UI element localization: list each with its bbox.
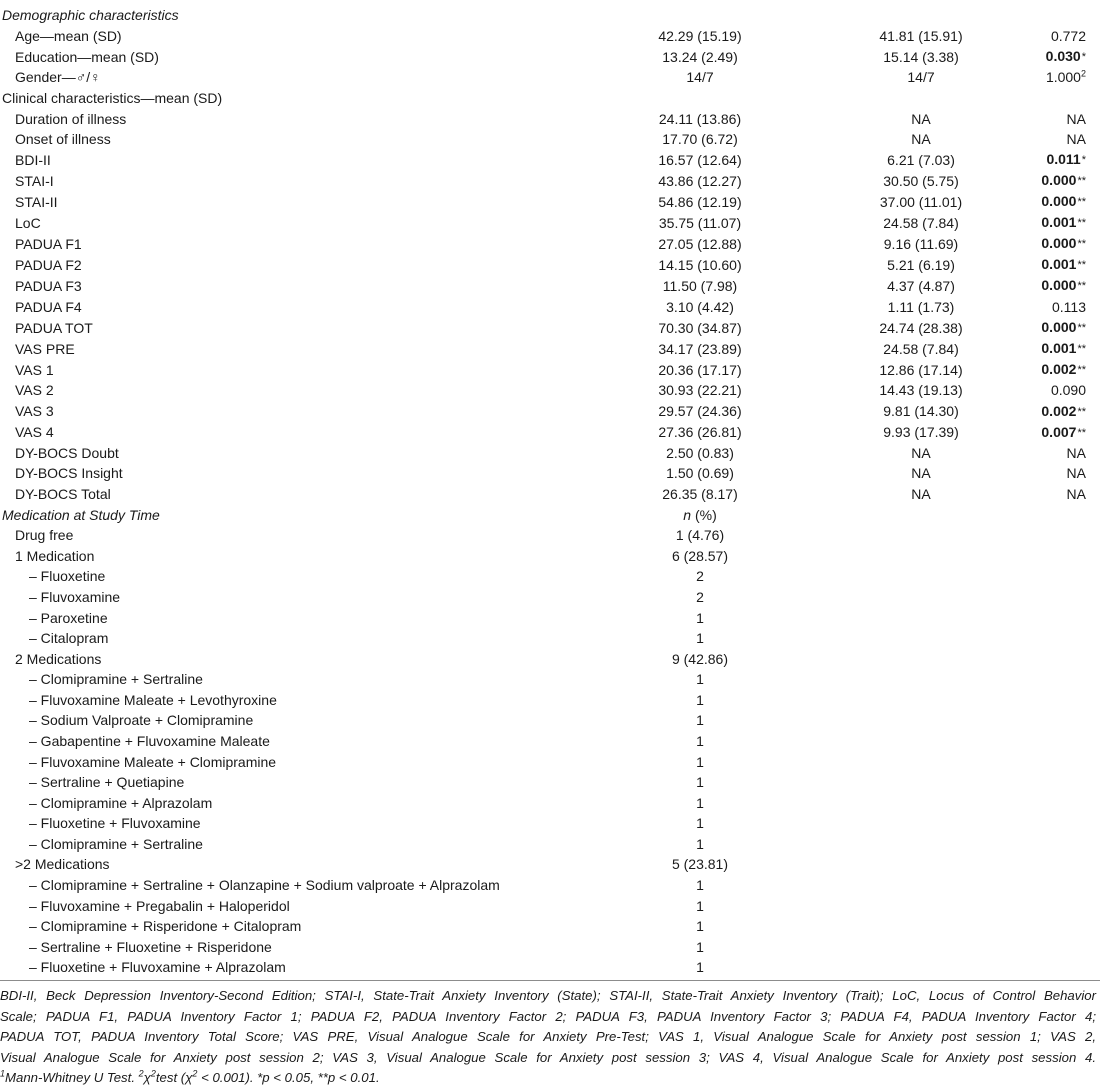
row-label: – Paroxetine: [29, 609, 108, 626]
p-value-cell: [1008, 46, 1100, 67]
significance-stars: **: [1077, 217, 1086, 230]
p-value-cell: [1008, 170, 1100, 191]
value-cell-a: 14/7: [686, 69, 714, 86]
row-label: Drug free: [15, 527, 74, 544]
value-cell-a: 1: [696, 835, 704, 852]
value-cell-b: 14.43 (19.13): [879, 382, 963, 399]
footnote-text: test (: [155, 1070, 186, 1085]
row-label: – Sertraline + Quetiapine: [29, 774, 185, 791]
row-label: STAI-I: [15, 172, 54, 189]
table-row: [0, 690, 1100, 711]
p-value-cell: [1008, 895, 1100, 916]
value-cell-a: 1: [696, 959, 704, 976]
value-cell-b: [828, 710, 1008, 731]
table-row: [0, 26, 1100, 47]
value-cell-b: [828, 772, 1008, 793]
value-cell-b: NA: [911, 444, 931, 461]
value-cell-b: 41.81 (15.91): [879, 27, 963, 44]
p-value: 0.002: [1041, 402, 1077, 419]
row-label: – Fluvoxamine Maleate + Clomipramine: [29, 753, 277, 770]
value-cell-a: 1: [696, 733, 704, 749]
p-value-cell: [1008, 422, 1100, 443]
table-row: [0, 275, 1100, 296]
p-value-cell: [1008, 212, 1100, 233]
value-cell-a: 2: [696, 588, 704, 605]
table-row: [0, 254, 1100, 275]
p-value: 0.001: [1041, 340, 1077, 357]
value-cell-b: 12.86 (17.14): [879, 361, 963, 378]
p-value-cell: [1008, 772, 1100, 793]
p-value: 0.000: [1041, 277, 1077, 294]
value-cell-b: NA: [911, 131, 931, 148]
p-value-cell: [1008, 108, 1100, 129]
row-label: Gender—♂/♀: [15, 69, 101, 86]
p-value-cell: [1008, 525, 1100, 546]
p-value-cell: [1008, 566, 1100, 587]
chi-symbol: χ: [143, 1070, 151, 1085]
row-label: PADUA F4: [15, 298, 82, 315]
value-cell-b: [828, 792, 1008, 813]
value-cell-a: 1: [696, 774, 704, 791]
p-value: 0.001: [1041, 214, 1077, 231]
footnote-line: PADUA TOT, PADUA Inventory Total Score; VAS PRE, Visual Analogue Scale for Anxiety Pre-Test; VAS 1, Visual Analogue Scale for Anxiety post session 1; VAS 2,: [0, 1029, 1096, 1044]
row-label: – Citalopram: [29, 630, 109, 647]
p-value-cell: [1008, 834, 1100, 855]
value-cell-b: [828, 854, 1008, 875]
column-unit-n: n: [683, 506, 692, 523]
table-row: [0, 854, 1100, 875]
table-row: [0, 916, 1100, 937]
p-value-cell: [1008, 317, 1100, 338]
value-cell-b: [828, 875, 1008, 896]
value-cell-b: NA: [911, 465, 931, 482]
p-value: 0.011: [1046, 151, 1081, 168]
value-cell-a: 1: [696, 630, 704, 647]
value-cell-a: 20.36 (17.17): [658, 361, 742, 378]
value-cell-b: NA: [911, 486, 931, 503]
table-row: [0, 359, 1100, 380]
significance-stars: **: [1077, 364, 1086, 377]
row-label: VAS 2: [15, 382, 54, 399]
table-row: [0, 792, 1100, 813]
p-value: 0.000: [1041, 193, 1077, 210]
table-row: [0, 957, 1100, 978]
value-cell-a: 1: [696, 753, 704, 770]
p-value-cell: [1008, 504, 1100, 525]
row-label: – Clomipramine + Risperidone + Citalopram: [29, 918, 302, 935]
value-cell-a: 24.11 (13.86): [658, 110, 742, 127]
table-row: [0, 566, 1100, 587]
row-label: PADUA TOT: [15, 319, 93, 336]
p-value-cell: [1008, 191, 1100, 212]
value-cell-a: 2.50 (0.83): [666, 444, 734, 461]
row-label: VAS 3: [15, 403, 54, 420]
p-value-cell: [1008, 813, 1100, 834]
table-row: [0, 937, 1100, 958]
value-cell-a: 1: [696, 918, 704, 935]
p-value: 0.000: [1041, 172, 1077, 189]
value-cell-a: 1: [696, 691, 704, 708]
value-cell-a: 27.36 (26.81): [658, 424, 742, 441]
value-cell-a: 1: [696, 712, 704, 729]
footnote-sup: 1: [0, 1068, 6, 1079]
significance-stars: **: [1077, 196, 1086, 209]
section-header-row: [0, 504, 1100, 525]
row-label: STAI-II: [15, 193, 58, 210]
p-value-cell: [1008, 669, 1100, 690]
chi-symbol: χ: [185, 1070, 193, 1085]
value-cell-b: [828, 628, 1008, 649]
footnote-line: BDI-II, Beck Depression Inventory-Second Edition; STAI-I, State-Trait Anxiety Inventory (State); STAI-II, State-Trait Anxiety Inventory (Trait); LoC, Locus of Control Behavior: [0, 988, 1096, 1003]
value-cell-b: [828, 607, 1008, 628]
footnote-line: Scale; PADUA F1, PADUA Inventory Factor 1; PADUA F2, PADUA Inventory Factor 2; PADUA F3, PADUA Inventory Factor 3; PADUA F4, PADUA Inventory Factor 4;: [0, 1008, 1096, 1024]
p-value: 0.772: [1050, 27, 1086, 44]
p-value: 0.002: [1041, 361, 1077, 378]
row-label: – Sodium Valproate + Clomipramine: [29, 712, 254, 729]
results-table-body: [0, 5, 1100, 978]
table-row: [0, 669, 1100, 690]
value-cell-a: 6 (28.57): [671, 547, 729, 564]
p-value-cell: [1008, 233, 1100, 254]
value-cell-a: [600, 504, 828, 525]
significance-stars: **: [1077, 280, 1086, 293]
row-label: 1 Medication: [15, 547, 95, 564]
value-cell-a: 1: [696, 609, 704, 626]
p-value: NA: [1066, 110, 1086, 127]
row-label: DY-BOCS Doubt: [15, 444, 119, 461]
value-cell-b: [828, 504, 1008, 525]
row-label: – Clomipramine + Sertraline: [29, 671, 203, 688]
value-cell-a: 16.57 (12.64): [658, 151, 742, 168]
row-label: 2 Medications: [15, 650, 102, 667]
value-cell-b: NA: [911, 110, 931, 127]
table-row: [0, 191, 1100, 212]
value-cell-a: 2: [696, 568, 704, 585]
value-cell-a: 11.50 (7.98): [662, 277, 738, 294]
row-label: Onset of illness: [15, 131, 111, 148]
p-value-cell: [1008, 254, 1100, 275]
value-cell-b: [828, 937, 1008, 958]
p-value-cell: [1008, 957, 1100, 978]
row-label: LoC: [15, 214, 41, 231]
value-cell-b: 4.37 (4.87): [887, 277, 955, 294]
value-cell-a: 5 (23.81): [671, 856, 729, 873]
p-value-cell: [1008, 401, 1100, 422]
p-value-cell: [1008, 916, 1100, 937]
row-label: Education—mean (SD): [15, 48, 159, 65]
footnote-line: [0, 1068, 1096, 1089]
table-row: [0, 875, 1100, 896]
row-label: – Fluoxetine: [29, 568, 106, 585]
row-label: VAS PRE: [15, 340, 75, 357]
row-label: – Fluoxetine + Fluvoxamine + Alprazolam: [29, 959, 286, 976]
value-cell-b: 9.81 (14.30): [883, 403, 959, 420]
row-label: Age—mean (SD): [15, 27, 122, 44]
value-cell-b: 5.21 (6.19): [887, 256, 955, 273]
table-row: [0, 296, 1100, 317]
row-label: – Clomipramine + Alprazolam: [29, 794, 213, 811]
p-value-cell: [1008, 546, 1100, 567]
value-cell-b: [828, 916, 1008, 937]
p-value: 0.000: [1041, 319, 1077, 336]
value-cell-b: 37.00 (11.01): [879, 193, 963, 210]
table-row: [0, 338, 1100, 359]
value-cell-a: 17.70 (6.72): [662, 131, 738, 148]
p-value-cell: [1008, 5, 1100, 26]
p-value-cell: [1008, 792, 1100, 813]
table-row: [0, 380, 1100, 401]
table-row: [0, 607, 1100, 628]
p-value-cell: [1008, 648, 1100, 669]
results-table: [0, 5, 1100, 978]
p-value: 0.007: [1041, 423, 1077, 440]
p-value-cell: [1008, 731, 1100, 752]
p-value-cell: [1008, 463, 1100, 484]
table-row: [0, 129, 1100, 150]
value-cell-a: 1: [696, 877, 704, 894]
value-cell-a: 1: [696, 671, 704, 688]
footnote-sup: 2: [150, 1068, 156, 1079]
table-row: [0, 648, 1100, 669]
p-value: 0.113: [1052, 298, 1086, 315]
table-row: [0, 443, 1100, 464]
column-unit-rest: (%): [691, 506, 717, 523]
p-value: 0.030: [1045, 48, 1081, 65]
value-cell-a: 14.15 (10.60): [658, 256, 742, 273]
row-label: BDI-II: [15, 151, 51, 168]
p-value: NA: [1066, 465, 1086, 482]
p-value-cell: [1008, 587, 1100, 608]
footnote-sup: 2: [192, 1068, 198, 1079]
row-label: PADUA F1: [15, 235, 82, 252]
significance-stars: *: [1081, 154, 1086, 167]
row-label: – Gabapentine + Fluvoxamine Maleate: [29, 733, 270, 749]
value-cell-a: 27.05 (12.88): [658, 235, 742, 252]
value-cell-b: [828, 648, 1008, 669]
value-cell-a: 1: [696, 897, 704, 914]
table-row: [0, 233, 1100, 254]
section-header: Clinical characteristics—mean (SD): [2, 90, 223, 107]
footnote-text: < 0.001). *p < 0.05, **p < 0.01.: [197, 1070, 380, 1085]
value-cell-b: [828, 88, 1008, 109]
value-cell-b: 6.21 (7.03): [887, 151, 955, 168]
p-value-cell: [1008, 875, 1100, 896]
value-cell-a: [600, 88, 828, 109]
value-cell-b: [828, 895, 1008, 916]
p-value-cell: [1008, 937, 1100, 958]
p-value-cell: [1008, 88, 1100, 109]
significance-stars: **: [1077, 322, 1086, 335]
p-value-cell: [1008, 854, 1100, 875]
table-row: [0, 772, 1100, 793]
table-row: [0, 484, 1100, 505]
value-cell-b: [828, 957, 1008, 978]
significance-stars: **: [1077, 426, 1086, 439]
value-cell-b: 1.11 (1.73): [887, 298, 955, 315]
p-value-cell: [1008, 338, 1100, 359]
table-row: [0, 895, 1100, 916]
value-cell-b: [828, 690, 1008, 711]
row-label: – Fluvoxamine Maleate + Levothyroxine: [29, 691, 277, 708]
section-header-row: [0, 88, 1100, 109]
value-cell-a: 42.29 (15.19): [658, 27, 742, 44]
value-cell-a: 3.10 (4.42): [666, 298, 734, 315]
value-cell-a: 1 (4.76): [675, 527, 725, 544]
p-value: NA: [1066, 131, 1086, 148]
value-cell-a: 54.86 (12.19): [658, 193, 742, 210]
value-cell-a: 9 (42.86): [671, 650, 729, 667]
p-value-cell: [1008, 149, 1100, 170]
row-label: DY-BOCS Total: [15, 486, 111, 503]
p-value: NA: [1066, 486, 1086, 503]
row-label: VAS 4: [15, 424, 54, 441]
p-value: NA: [1066, 444, 1086, 461]
row-label: – Fluoxetine + Fluvoxamine: [29, 815, 201, 832]
table-row: [0, 834, 1100, 855]
significance-stars: **: [1077, 343, 1086, 356]
section-header: Medication at Study Time: [2, 506, 160, 523]
p-value-cell: [1008, 690, 1100, 711]
p-value-cell: [1008, 751, 1100, 772]
value-cell-a: 1: [696, 815, 704, 832]
table-row: [0, 67, 1100, 88]
table-row: [0, 46, 1100, 67]
table-row: [0, 108, 1100, 129]
value-cell-b: [828, 813, 1008, 834]
value-cell-b: 24.74 (28.38): [879, 319, 963, 336]
value-cell-b: 30.50 (5.75): [883, 172, 959, 189]
value-cell-a: 1.50 (0.69): [666, 465, 734, 482]
value-cell-a: 1: [696, 938, 704, 955]
p-value-cell: [1008, 26, 1100, 47]
value-cell-b: 15.14 (3.38): [883, 48, 959, 65]
table-row: [0, 710, 1100, 731]
footnote-line: Visual Analogue Scale for Anxiety post session 2; VAS 3, Visual Analogue Scale for Anxiety post session 3; VAS 4, Visual Analogue Scale for Anxiety post session 4.: [0, 1049, 1096, 1065]
row-label: – Clomipramine + Sertraline: [29, 835, 203, 852]
value-cell-b: [828, 834, 1008, 855]
p-value-cell: [1008, 296, 1100, 317]
value-cell-a: 70.30 (34.87): [658, 319, 742, 336]
significance-stars: **: [1077, 405, 1086, 418]
value-cell-b: [828, 525, 1008, 546]
value-cell-b: 24.58 (7.84): [883, 214, 959, 231]
value-cell-b: 9.16 (11.69): [883, 235, 959, 252]
significance-stars: **: [1077, 259, 1086, 272]
p-value-cell: [1008, 628, 1100, 649]
row-label: – Fluvoxamine + Pregabalin + Haloperidol: [29, 897, 290, 914]
value-cell-a: 29.57 (24.36): [658, 403, 742, 420]
row-label: – Clomipramine + Sertraline + Olanzapine + Sodium valproate + Alprazolam: [29, 877, 500, 894]
value-cell-a: 35.75 (11.07): [658, 214, 742, 231]
value-cell-a: 30.93 (22.21): [658, 382, 742, 399]
value-cell-b: [828, 566, 1008, 587]
value-cell-a: [600, 5, 828, 26]
p-value-cell: [1008, 607, 1100, 628]
table-row: [0, 813, 1100, 834]
p-value-cell: [1008, 129, 1100, 150]
value-cell-b: [828, 546, 1008, 567]
p-value: 0.090: [1050, 382, 1086, 399]
table-row: [0, 525, 1100, 546]
table-row: [0, 546, 1100, 567]
table-row: [0, 422, 1100, 443]
value-cell-b: [828, 5, 1008, 26]
table-row: [0, 401, 1100, 422]
p-value-superscript: 2: [1080, 68, 1086, 79]
value-cell-b: 24.58 (7.84): [883, 340, 959, 357]
table-row: [0, 463, 1100, 484]
value-cell-b: [828, 669, 1008, 690]
value-cell-a: 13.24 (2.49): [662, 48, 738, 65]
value-cell-b: [828, 751, 1008, 772]
row-label: DY-BOCS Insight: [15, 465, 123, 482]
p-value-cell: [1008, 710, 1100, 731]
table-row: [0, 751, 1100, 772]
value-cell-b: 9.93 (17.39): [883, 424, 959, 441]
p-value: 0.001: [1041, 256, 1077, 273]
row-label: Duration of illness: [15, 110, 127, 127]
table-row: [0, 587, 1100, 608]
section-header: Demographic characteristics: [2, 7, 179, 24]
footnote-text: Mann-Whitney U Test.: [5, 1070, 139, 1085]
value-cell-a: 26.35 (8.17): [662, 486, 738, 503]
value-cell-a: 43.86 (12.27): [658, 172, 742, 189]
row-label: PADUA F3: [15, 277, 82, 294]
value-cell-a: 1: [696, 794, 704, 811]
table-footnote: [0, 986, 1096, 1089]
footnote-sup: 2: [138, 1068, 144, 1079]
significance-stars: **: [1077, 175, 1086, 188]
table-row: [0, 212, 1100, 233]
row-label: – Sertraline + Fluoxetine + Risperidone: [29, 938, 272, 955]
value-cell-b: 14/7: [907, 69, 935, 86]
p-value: 1.000: [1045, 69, 1081, 86]
p-value-cell: [1008, 275, 1100, 296]
value-cell-b: [828, 587, 1008, 608]
table-bottom-rule: [0, 980, 1100, 981]
section-header-row: [0, 5, 1100, 26]
p-value: 0.000: [1041, 235, 1077, 252]
table-row: [0, 149, 1100, 170]
row-label: >2 Medications: [15, 856, 110, 873]
row-label: PADUA F2: [15, 256, 82, 273]
table-row: [0, 170, 1100, 191]
table-row: [0, 628, 1100, 649]
table-row: [0, 731, 1100, 752]
value-cell-a: 34.17 (23.89): [658, 340, 742, 357]
row-label: – Fluvoxamine: [29, 588, 121, 605]
significance-stars: *: [1081, 51, 1086, 64]
p-value-cell: [1008, 443, 1100, 464]
p-value-cell: [1008, 380, 1100, 401]
row-label: VAS 1: [15, 361, 54, 378]
p-value-cell: [1008, 484, 1100, 505]
significance-stars: **: [1077, 238, 1086, 251]
table-row: [0, 317, 1100, 338]
p-value-cell: [1008, 67, 1100, 88]
value-cell-b: [828, 731, 1008, 752]
p-value-cell: [1008, 359, 1100, 380]
